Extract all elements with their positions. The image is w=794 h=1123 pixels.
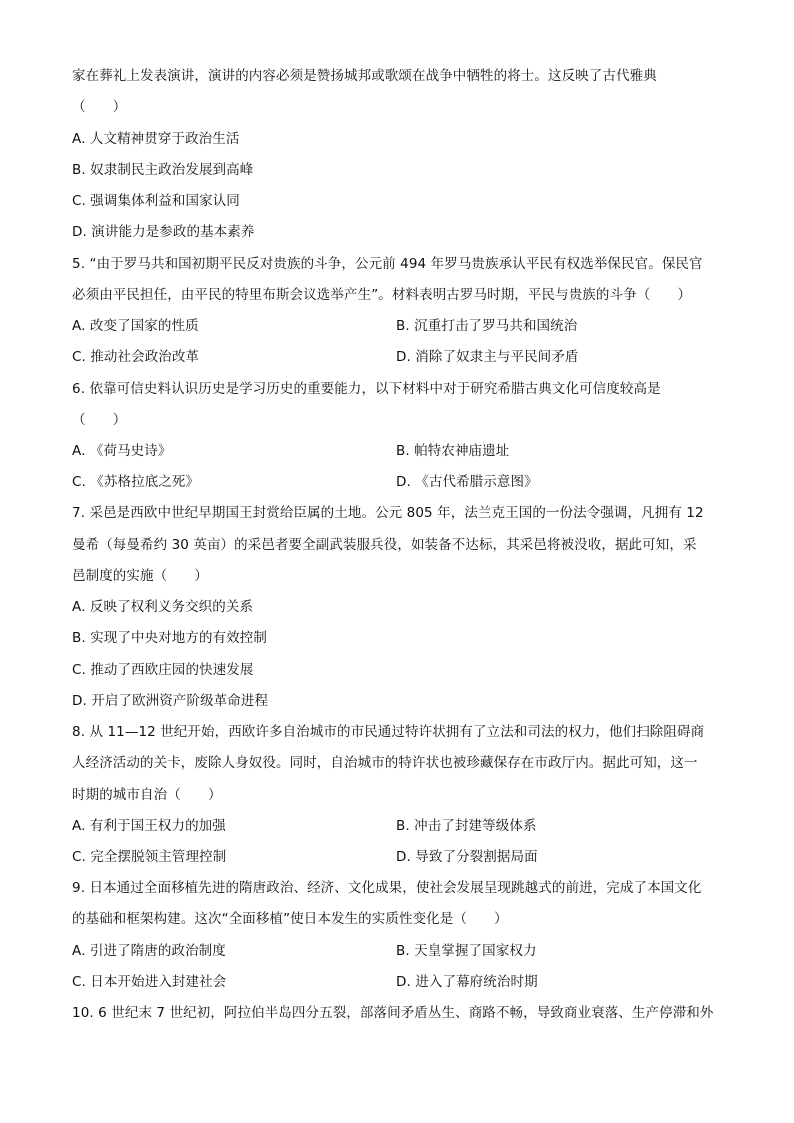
q4-option-d[interactable]: D. 演讲能力是参政的基本素养 — [72, 224, 255, 240]
q5-stem-line1: 5. “由于罗马共和国初期平民反对贵族的斗争，公元前 494 年罗马贵族承认平民有权选举保民官。保民官 — [72, 256, 703, 272]
q8-option-b[interactable]: B. 冲击了封建等级体系 — [396, 818, 537, 834]
q9-option-b[interactable]: B. 天皇掌握了国家权力 — [396, 943, 537, 959]
q9-option-c[interactable]: C. 日本开始进入封建社会 — [72, 974, 227, 990]
q7-option-b[interactable]: B. 实现了中央对地方的有效控制 — [72, 630, 267, 646]
q5-option-d[interactable]: D. 消除了奴隶主与平民间矛盾 — [396, 349, 579, 365]
q5-option-b[interactable]: B. 沉重打击了罗马共和国统治 — [396, 318, 578, 334]
q8-option-a[interactable]: A. 有利于国王权力的加强 — [72, 818, 226, 834]
q7-stem-line1: 7. 采邑是西欧中世纪早期国王封赏给臣属的土地。公元 805 年，法兰克王国的一份法令强调，凡拥有 12 — [72, 505, 704, 521]
q8-option-d[interactable]: D. 导致了分裂割据局面 — [396, 849, 538, 865]
q7-option-c[interactable]: C. 推动了西欧庄园的快速发展 — [72, 662, 254, 678]
q8-stem-line2: 人经济活动的关卡，废除人身奴役。同时，自治城市的特许状也被珍藏保存在市政厅内。据此可知，这一 — [72, 755, 698, 771]
q7-option-a[interactable]: A. 反映了权利义务交织的关系 — [72, 599, 254, 615]
q5-option-c[interactable]: C. 推动社会政治改革 — [72, 349, 200, 365]
q4-option-a[interactable]: A. 人文精神贯穿于政治生活 — [72, 131, 240, 147]
q4-option-b[interactable]: B. 奴隶制民主政治发展到高峰 — [72, 162, 254, 178]
q5-option-a[interactable]: A. 改变了国家的性质 — [72, 318, 199, 334]
q9-option-d[interactable]: D. 进入了幕府统治时期 — [396, 974, 538, 990]
q9-option-a[interactable]: A. 引进了隋唐的政治制度 — [72, 943, 226, 959]
q6-option-c[interactable]: C. 《苏格拉底之死》 — [72, 474, 200, 490]
q7-stem-line3: 邑制度的实施（ ） — [72, 568, 208, 584]
q7-option-d[interactable]: D. 开启了欧洲资产阶级革命进程 — [72, 693, 269, 709]
q7-stem-line2: 曼希（每曼希约 30 英亩）的采邑者要全副武装服兵役，如装备不达标，其采邑将被没收，据此可知，采 — [72, 537, 697, 553]
q4-stem-line2: （ ） — [72, 99, 127, 115]
q9-stem-line2: 的基础和框架构建。这次“全面移植”使日本发生的实质性变化是（ ） — [72, 911, 508, 927]
q6-option-b[interactable]: B. 帕特农神庙遗址 — [396, 443, 510, 459]
q8-stem-line1: 8. 从 11—12 世纪开始，西欧许多自治城市的市民通过特许状拥有了立法和司法的权力，他们扫除阻碍商 — [72, 724, 705, 740]
q6-stem-line2: （ ） — [72, 412, 127, 428]
q6-option-a[interactable]: A. 《荷马史诗》 — [72, 443, 172, 459]
q5-stem-line2: 必须由平民担任，由平民的特里布斯会议选举产生”。材料表明古罗马时期，平民与贵族的斗争（ ） — [72, 287, 692, 303]
q9-stem-line1: 9. 日本通过全面移植先进的隋唐政治、经济、文化成果，使社会发展呈现跳越式的前进，完成了本国文化 — [72, 880, 702, 896]
q8-stem-line3: 时期的城市自治（ ） — [72, 787, 222, 803]
q6-option-d[interactable]: D. 《古代希腊示意图》 — [396, 474, 538, 490]
q4-stem-line1: 家在葬礼上发表演讲，演讲的内容必须是赞扬城邦或歌颂在战争中牺牲的将士。这反映了古代雅典 — [72, 68, 657, 84]
q10-stem-line1: 10. 6 世纪末 7 世纪初，阿拉伯半岛四分五裂，部落间矛盾丛生、商路不畅，导致商业衰落、生产停滞和外 — [72, 1005, 714, 1021]
q4-option-c[interactable]: C. 强调集体利益和国家认同 — [72, 193, 240, 209]
q8-option-c[interactable]: C. 完全摆脱领主管理控制 — [72, 849, 227, 865]
q6-stem-line1: 6. 依靠可信史料认识历史是学习历史的重要能力，以下材料中对于研究希腊古典文化可信度较高是 — [72, 381, 661, 397]
